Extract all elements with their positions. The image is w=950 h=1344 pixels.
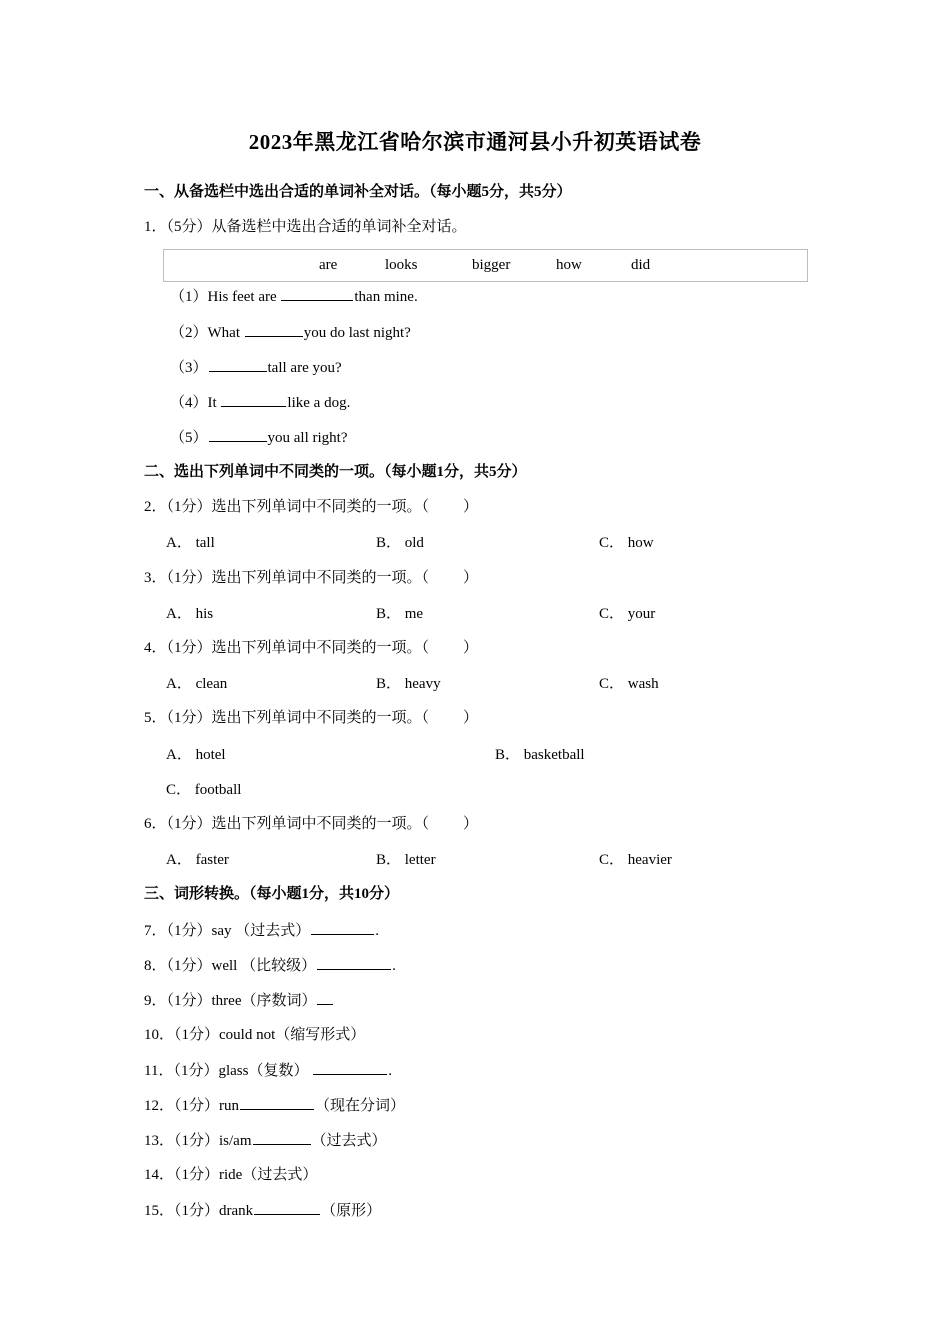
item-text: （1）His feet are: [170, 289, 281, 305]
conversion-question: [144, 920, 379, 941]
stem-text: 6．（1分）选出下列单词中不同类的一项。（: [144, 816, 430, 832]
item-text: 7．（1分）say （过去式）: [144, 923, 311, 939]
stem-text: 2．（1分）选出下列单词中不同类的一项。（: [144, 499, 430, 515]
answer-blank[interactable]: [313, 1060, 387, 1075]
item-text: you all right?: [267, 430, 348, 446]
item-text: （3）: [170, 360, 208, 376]
answer-blank[interactable]: [221, 392, 286, 407]
item-text: .: [375, 923, 379, 939]
item-text: .: [392, 958, 396, 974]
answer-blank[interactable]: [317, 955, 391, 970]
question-1-item: [170, 286, 418, 307]
item-text: you do last night?: [303, 325, 411, 341]
answer-blank[interactable]: [245, 322, 303, 337]
item-text: than mine.: [354, 289, 418, 305]
stem-text: 4．（1分）选出下列单词中不同类的一项。（: [144, 640, 430, 656]
conversion-question: [144, 1060, 392, 1081]
option-a[interactable]: A． his: [166, 606, 214, 622]
item-text: 10．（1分）could not（缩写形式）: [144, 1027, 366, 1043]
item-text: 9．（1分）three（序数词）: [144, 993, 317, 1009]
word-bank-item: bigger: [472, 257, 511, 273]
option-b[interactable]: B． letter: [376, 852, 436, 868]
item-text: 13．（1分）is/am: [144, 1133, 252, 1149]
answer-blank[interactable]: [209, 357, 267, 372]
word-bank-item: looks: [385, 257, 418, 273]
answer-blank[interactable]: [281, 286, 353, 301]
item-text: （5）: [170, 430, 208, 446]
question-stem: [144, 497, 478, 517]
option-a[interactable]: A． faster: [166, 852, 229, 868]
question-stem: [144, 638, 478, 658]
item-text: tall are you?: [267, 360, 342, 376]
stem-text: 3．（1分）选出下列单词中不同类的一项。（: [144, 570, 430, 586]
conversion-question: [144, 1095, 405, 1116]
item-text: 14．（1分）ride（过去式）: [144, 1167, 318, 1183]
conversion-question: [144, 990, 334, 1011]
item-text: （原形）: [321, 1203, 382, 1219]
question-1-item: [170, 427, 348, 448]
item-text: 11．（1分）glass（复数）: [144, 1063, 313, 1079]
item-text: .: [388, 1063, 392, 1079]
option-c[interactable]: C． how: [599, 535, 654, 551]
page-title: 2023年黑龙江省哈尔滨市通河县小升初英语试卷: [248, 130, 702, 154]
word-bank-item: are: [319, 257, 338, 273]
stem-text: 5．（1分）选出下列单词中不同类的一项。（: [144, 710, 430, 726]
item-text: like a dog.: [287, 395, 351, 411]
conversion-question: [144, 1130, 387, 1151]
item-text: （2）What: [170, 325, 244, 341]
item-text: 15．（1分）drank: [144, 1203, 254, 1219]
item-text: （4）It: [170, 395, 221, 411]
question-stem: [144, 708, 478, 728]
conversion-question: [144, 1025, 365, 1045]
question-1-item: [170, 392, 350, 413]
item-text: 8．（1分）well （比较级）: [144, 958, 317, 974]
option-c[interactable]: C． heavier: [599, 852, 672, 868]
question-1-stem: 1．（5分）从备选栏中选出合适的单词补全对话。: [144, 219, 467, 235]
answer-blank[interactable]: [311, 920, 374, 935]
word-bank: [163, 249, 808, 282]
answer-blank[interactable]: [254, 1200, 320, 1215]
option-a[interactable]: A． hotel: [166, 747, 226, 763]
section-1-heading: 一、从备选栏中选出合适的单词补全对话。（每小题5分，共5分）: [144, 184, 572, 200]
question-1-item: [170, 357, 342, 378]
item-text: 12．（1分）run: [144, 1098, 239, 1114]
stem-close: ）: [463, 570, 479, 586]
item-text: （过去式）: [311, 1133, 387, 1149]
stem-close: ）: [463, 640, 479, 656]
question-stem: [144, 814, 478, 834]
option-b[interactable]: B． heavy: [376, 676, 441, 692]
conversion-question: [144, 1200, 381, 1221]
conversion-question: [144, 1165, 317, 1185]
answer-blank[interactable]: [209, 427, 267, 442]
answer-blank[interactable]: [253, 1130, 311, 1145]
answer-blank[interactable]: [317, 990, 333, 1005]
option-c[interactable]: C． football: [166, 782, 242, 798]
stem-close: ）: [463, 816, 479, 832]
item-text: （现在分词）: [315, 1098, 406, 1114]
option-b[interactable]: B． me: [376, 606, 424, 622]
option-a[interactable]: A． clean: [166, 676, 228, 692]
option-b[interactable]: B． basketball: [495, 747, 585, 763]
section-3-heading: 三、词形转换。（每小题1分，共10分）: [144, 886, 400, 902]
stem-close: ）: [463, 499, 479, 515]
option-c[interactable]: C． your: [599, 606, 656, 622]
conversion-question: [144, 955, 396, 976]
answer-blank[interactable]: [240, 1095, 314, 1110]
section-2-heading: 二、选出下列单词中不同类的一项。（每小题1分，共5分）: [144, 464, 527, 480]
stem-close: ）: [463, 710, 479, 726]
option-b[interactable]: B． old: [376, 535, 424, 551]
word-bank-item: how: [556, 257, 582, 273]
option-c[interactable]: C． wash: [599, 676, 659, 692]
option-a[interactable]: A． tall: [166, 535, 215, 551]
question-stem: [144, 568, 478, 588]
question-1-item: [170, 322, 411, 343]
word-bank-item: did: [631, 257, 651, 273]
